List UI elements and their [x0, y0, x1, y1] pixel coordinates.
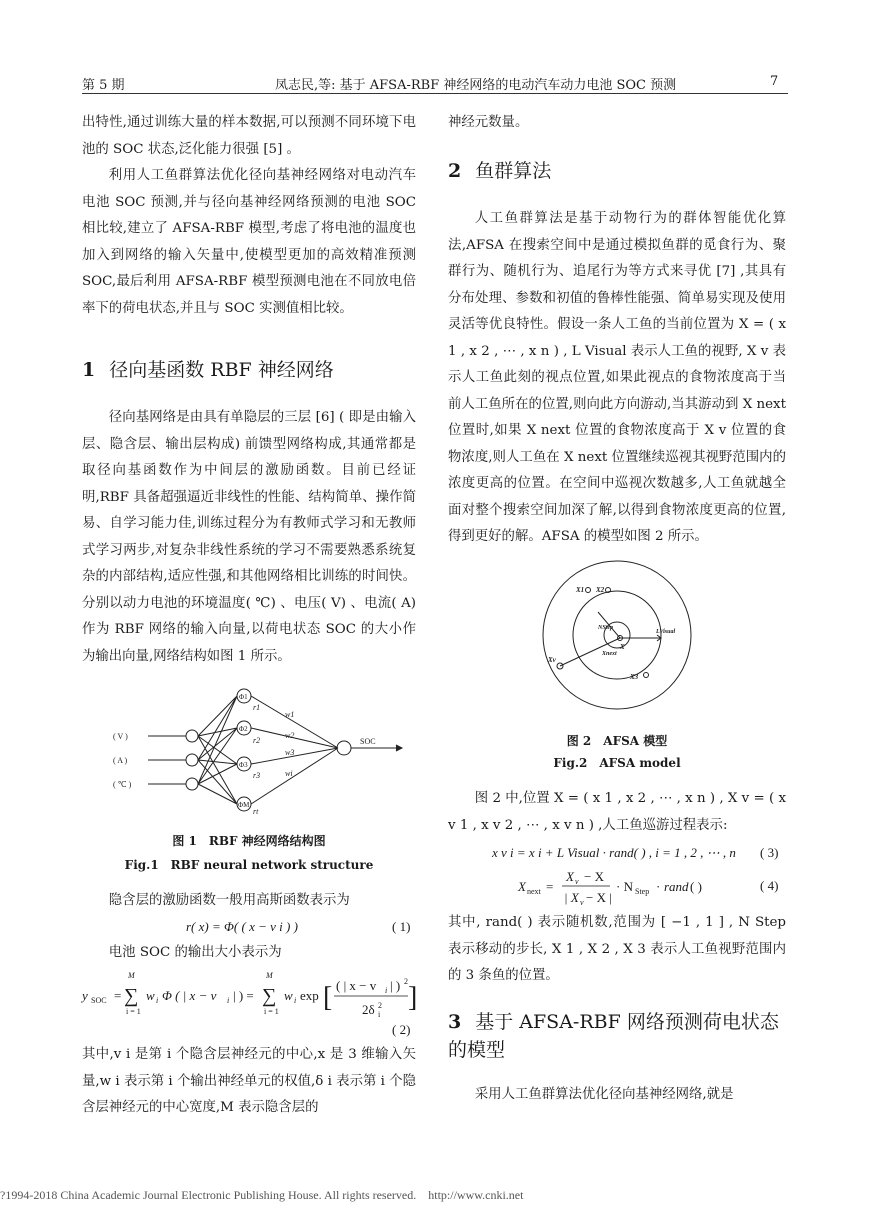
paragraph: 图 2 中,位置 X = ( x 1 , x 2 , ⋯ , x n ) , X v = ( x v 1 , x v 2 , ⋯ , x v n ) ,人工鱼巡游过程表示:	[448, 791, 786, 833]
svg-text:exp: exp	[300, 988, 319, 1003]
svg-text:=: =	[546, 879, 554, 894]
equation-1: r( x) = Φ( ( x − v i ) )	[186, 919, 298, 934]
equation-4-number: ( 4)	[760, 878, 779, 893]
equation-1-number: ( 1)	[392, 919, 411, 934]
svg-text:X: X	[566, 869, 574, 884]
svg-text:SOC: SOC	[91, 996, 107, 1005]
rbf-network-figure	[110, 686, 410, 814]
input-label-v: ( V )	[113, 732, 128, 741]
svg-text:w: w	[284, 988, 293, 1003]
right-col-eq-explain	[448, 910, 786, 990]
paragraph: 利用人工鱼群算法优化径向基神经网络对电动汽车电池 SOC 预测,并与径向基神经网络预测的电池 SOC 相比较,建立了 AFSA-RBF 模型,考虑了将电池的温度也加入到网络的输入矢量中,使模型更加的高效精准预测 SOC,最后利用 AFSA-RBF 模型预测电池在不同放电倍率下的荷电状态,并且与 SOC 实测值相比较。	[82, 168, 416, 316]
paragraph: 径向基网络是由具有单隐层的三层 [6] ( 即是由输入层、隐含层、输出层构成) 前馈型网络构成,其通常都是取径向基函数作为中间层的激励函数。目前已经证明,RBF 具备超强逼近非线性的性能、结构简单、操作简易、自学习能力佳,训练过程分为有教师式学习和无教师式学习两步,对复杂非线性系统的学习不需要熟悉系统复杂的内部结构,适应性强,和其他网络相比训练的时间快。分别以动力电池的环境温度( ℃) 、电压( V) 、电流( A) 作为 RBF 网络的输入向量,以荷电状态 SOC 的大小作为输出向量,网络结构如图 1 所示。	[82, 410, 416, 664]
left-col-eq-intro	[82, 888, 416, 915]
svg-text:i = 1: i = 1	[126, 1007, 141, 1016]
svg-text:( ): ( )	[690, 879, 702, 894]
section-title: 径向基函数 RBF 神经网络	[109, 359, 334, 381]
left-col-eq2-intro	[82, 940, 416, 967]
svg-text:∑: ∑	[124, 985, 139, 1007]
svg-text:i: i	[385, 986, 388, 995]
fish-label: X2	[596, 586, 605, 594]
fish-label: Xv	[548, 656, 556, 664]
svg-text:2δ: 2δ	[362, 1002, 375, 1017]
afsa-model-figure	[540, 558, 694, 712]
section-heading-3	[448, 1008, 786, 1064]
w-label: w3	[285, 748, 295, 757]
svg-text:M: M	[128, 971, 135, 980]
svg-text:− X: − X	[584, 869, 604, 884]
input-label-c: ( ℃ )	[113, 780, 132, 789]
svg-text:v: v	[575, 877, 579, 886]
output-label: SOC	[360, 737, 376, 746]
paragraph: 电池 SOC 的输出大小表示为	[108, 945, 282, 960]
svg-text:i: i	[378, 1010, 381, 1019]
step-label: NStep	[598, 625, 613, 631]
left-col-top	[82, 110, 416, 322]
section-heading-1	[82, 356, 334, 384]
r-label: rt	[253, 807, 259, 816]
svg-text:| ) =: | ) =	[233, 988, 254, 1003]
figure-1-caption-en: Fig.1 RBF neural network structure	[124, 858, 374, 872]
equation-3-number: ( 3)	[760, 845, 779, 860]
equation-2-number: ( 2)	[392, 1022, 411, 1037]
paragraph: 出特性,通过训练大量的样本数据,可以预测不同环境下电池的 SOC 状态,泛化能力很强 [5] 。	[82, 115, 416, 157]
svg-text:i: i	[294, 996, 297, 1005]
issue-label: 第 5 期	[82, 78, 125, 93]
copyright-footer: ?1994-2018 China Academic Journal Electronic Publishing House. All rights reserved. http://www.cnki.net	[0, 1188, 524, 1202]
w-label: w1	[285, 710, 295, 719]
svg-text:=: =	[114, 988, 122, 1003]
w-label: wi	[285, 769, 293, 778]
paragraph: 采用人工鱼群算法优化径向基神经网络,就是	[474, 1087, 734, 1102]
equation-3: x v i = x i + L Visual · rand( ) , i = 1 , 2 , ⋯ , n	[492, 845, 736, 860]
svg-text:·: ·	[656, 879, 661, 894]
r-label: r3	[253, 771, 261, 780]
paragraph: 人工鱼群算法是基于动物行为的群体智能优化算法,AFSA 在搜索空间中是通过模拟鱼群的觅食行为、聚群行为、随机行为、追尾行为等方式来寻优 [7] ,其具有分布处理、参数和初值的鲁棒性能强、简单易实现及使用灵活等优良特性。假设一条人工鱼的当前位置为 X = ( x 1 , x 2 , ⋯ , x n ) , L Visual 表示人工鱼的视野, X v 表示人工鱼此刻的视点位置,如果此视点的食物浓度高于当前人工鱼所在的位置,则向此方向游动,当其游动到 X next 位置时,如果 X next 位置的食物浓度高于 X v 位置的食物浓度,则人工鱼在 X next 位置继续巡视其视野范围内的浓度更高的位置。在空间中巡视次数越多,人工鱼就越全面对整个搜索空间加深了解,以得到食物浓度更高的位置,得到更好的解。AFSA 的模型如图 2 所示。	[448, 211, 786, 544]
svg-text:· N: · N	[616, 879, 633, 894]
paragraph: 神经元数量。	[448, 115, 529, 130]
svg-text:− X |: − X |	[586, 890, 612, 905]
svg-text:∑: ∑	[262, 985, 277, 1007]
section-number: 3	[448, 1011, 462, 1033]
section-title: 鱼群算法	[475, 160, 552, 182]
section-heading-2	[448, 157, 551, 185]
svg-text:| X: | X	[564, 890, 579, 905]
right-col-bottom	[448, 1082, 786, 1109]
svg-text:Step: Step	[635, 887, 650, 896]
svg-text:M: M	[266, 971, 273, 980]
r-label: r1	[253, 703, 261, 712]
hidden-node-label: Φ1	[239, 693, 248, 701]
svg-text:v: v	[580, 898, 584, 907]
svg-text:X: X	[518, 879, 526, 894]
svg-text:2: 2	[404, 977, 408, 986]
figure-2-caption-en: Fig.2 AFSA model	[553, 756, 681, 770]
right-col-top	[448, 110, 786, 137]
svg-text:]: ]	[408, 982, 418, 1013]
equation-4	[518, 866, 758, 908]
w-label: w2	[285, 731, 295, 740]
paragraph: 其中,v i 是第 i 个隐含层神经元的中心,x 是 3 维输入矢量,w i 表示第 i 个输出神经单元的权值,δ i 表示第 i 个隐含层神经元的中心宽度,M 表示隐含层的	[82, 1047, 416, 1115]
svg-text:w: w	[146, 988, 155, 1003]
right-col-fig2-text	[448, 786, 786, 839]
svg-text:( | x − v: ( | x − v	[336, 978, 377, 993]
figure-1-caption-cn: 图 1 RBF 神经网络结构图	[172, 834, 326, 848]
paragraph: 其中, rand( ) 表示随机数,范围为 [ −1 , 1 ] , N Step 表示移动的步长, X 1 , X 2 , X 3 表示人工鱼视野范围内的 3 条鱼的位置。	[448, 915, 786, 983]
section-number: 2	[448, 160, 462, 182]
svg-text:rand: rand	[664, 879, 689, 894]
page-number: 7	[770, 74, 779, 89]
hidden-node-label: Φ3	[239, 761, 248, 769]
svg-text:2: 2	[378, 1001, 382, 1010]
fish-label: X1	[576, 586, 585, 594]
fish-label: X3	[630, 673, 639, 681]
equation-2	[82, 966, 416, 1022]
next-label: Xnext	[602, 651, 617, 657]
fish-label: X	[620, 643, 625, 651]
svg-text:y: y	[82, 988, 88, 1003]
svg-text:[: [	[323, 982, 333, 1013]
left-col-bottom	[82, 1042, 416, 1122]
running-title: 凤志民,等: 基于 AFSA-RBF 神经网络的电动汽车动力电池 SOC 预测	[275, 78, 677, 93]
svg-text:| ): | )	[390, 978, 401, 993]
svg-text:Φ ( | x − v: Φ ( | x − v	[162, 988, 217, 1003]
svg-text:i: i	[227, 996, 230, 1005]
hidden-node-label: Φ2	[239, 725, 248, 733]
input-label-a: ( A )	[113, 756, 128, 765]
hidden-node-label: ΦM	[238, 801, 250, 809]
svg-text:i: i	[156, 996, 159, 1005]
figure-2-caption-cn: 图 2 AFSA 模型	[566, 734, 668, 748]
paragraph: 隐含层的激励函数一般用高斯函数表示为	[108, 893, 350, 908]
r-label: r2	[253, 736, 261, 745]
visual-label: LVisual	[656, 629, 676, 635]
section-number: 1	[82, 359, 96, 381]
left-col-mid	[82, 405, 416, 670]
header-rule	[82, 93, 788, 94]
svg-text:next: next	[527, 887, 541, 896]
svg-text:i = 1: i = 1	[264, 1007, 279, 1016]
right-col-mid	[448, 206, 786, 551]
section-title: 基于 AFSA-RBF 网络预测荷电状态的模型	[448, 1011, 779, 1061]
